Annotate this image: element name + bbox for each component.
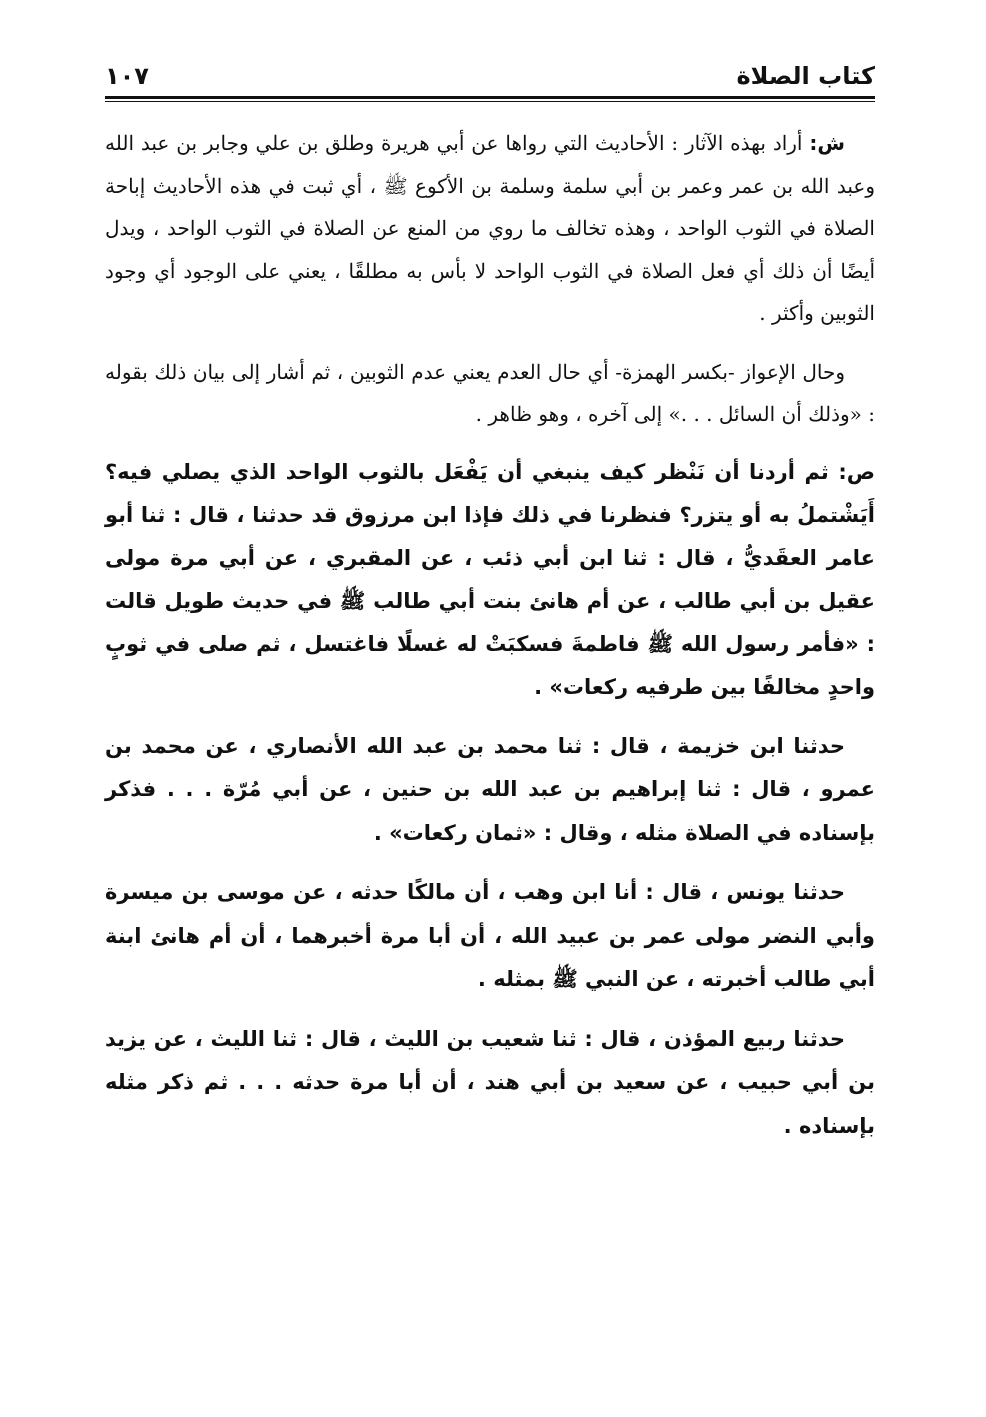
narration-paragraph xyxy=(105,1018,875,1149)
matn-text: ثم أردنا أن نَنْظر كيف ينبغي أن يَفْعَل بالثوب الواحد الذي يصلي فيه؟ أَيَشْتملُ به أو يتزر؟ فنظرنا في ذلك فإذا ابن مرزوق قد حدثنا ، قال : ثنا أبو عامر العقَديُّ ، قال : ثنا ابن أبي ذئب ، عن المقبري ، عن أبي مرة مولى عقيل بن أبي طالب ، عن أم هانئ بنت أبي طالب ﷺ في حديث طويل قالت : «فأمر رسول الله ﷺ فاطمةَ فسكبَتْ له غسلًا فاغتسل ، ثم صلى في ثوبٍ واحدٍ مخالفًا بين طرفيه ركعات» . xyxy=(105,459,875,699)
narration-paragraph xyxy=(105,725,875,856)
narration-text: حدثنا يونس ، قال : أنا ابن وهب ، أن مالكًا حدثه ، عن موسى بن ميسرة وأبي النضر مولى عمر بن عبيد الله ، أن أبا مرة أخبرهما ، أن أم هانئ ابنة أبي طالب أخبرته ، عن النبي ﷺ بمثله . xyxy=(105,880,875,991)
page-number: ١٠٧ xyxy=(105,62,149,90)
sharh-marker: ش: xyxy=(809,131,845,155)
matn-marker: ص: xyxy=(838,459,875,484)
commentary-paragraph xyxy=(105,351,875,435)
narration-paragraph xyxy=(105,871,875,1002)
header-rule xyxy=(105,96,875,99)
chapter-title: كتاب الصلاة xyxy=(736,62,875,90)
commentary-text: وحال الإعواز -بكسر الهمزة- أي حال العدم يعني عدم الثوبين ، ثم أشار إلى بيان ذلك بقوله : «وذلك أن السائل . . .» إلى آخره ، وهو ظاهر . xyxy=(105,359,875,426)
book-page xyxy=(105,40,875,1400)
commentary-paragraph xyxy=(105,122,875,335)
commentary-text: أراد بهذه الآثار : الأحاديث التي رواها عن أبي هريرة وطلق بن علي وجابر بن عبد الله وعبد الله بن عمر وعمر بن أبي سلمة وسلمة بن الأكوع ﷺ ، أي ثبت في هذه الأحاديث إباحة الصلاة في الثوب الواحد ، وهذه تخالف ما روي من المنع عن الصلاة في الثوب الواحد ، ويدل أيضًا أن ذلك أي فعل الصلاة في الثوب الواحد لا بأس به مطلقًا ، يعني على الوجود أي وجود الثوبين وأكثر . xyxy=(105,131,875,325)
matn-paragraph xyxy=(105,451,875,709)
header-rule-thin xyxy=(105,101,875,102)
narration-text: حدثنا ابن خزيمة ، قال : ثنا محمد بن عبد الله الأنصاري ، عن محمد بن عمرو ، قال : ثنا إبراهيم بن عبد الله بن حنين ، عن أبي مُرّة . . . فذكر بإسناده في الصلاة مثله ، وقال : «ثمان ركعات» . xyxy=(105,733,875,845)
page-header xyxy=(105,40,875,90)
narration-text: حدثنا ربيع المؤذن ، قال : ثنا شعيب بن الليث ، قال : ثنا الليث ، عن يزيد بن أبي حبيب ، عن سعيد بن أبي هند ، أن أبا مرة حدثه . . . ثم ذكر مثله بإسناده . xyxy=(105,1026,875,1138)
